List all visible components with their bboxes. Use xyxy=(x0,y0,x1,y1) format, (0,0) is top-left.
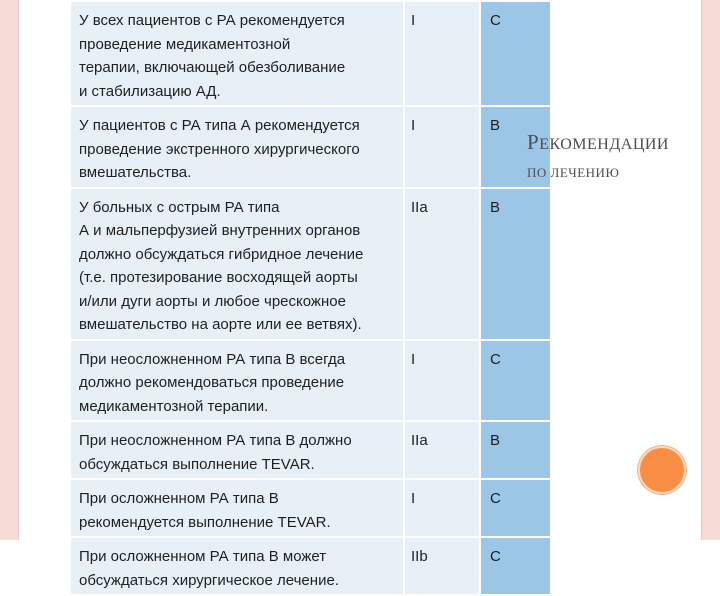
recommendation-line: рекомендуется выполнение TEVAR. xyxy=(79,513,331,531)
recommendation-class: IIa xyxy=(404,188,480,340)
evidence-level: C xyxy=(480,340,551,422)
table-row xyxy=(70,537,551,595)
table-row xyxy=(70,479,551,537)
title-line-1-rest: ЕКОМЕНДАЦИИ xyxy=(539,136,669,153)
slide-frame xyxy=(18,0,702,589)
recommendation-class: I xyxy=(404,1,480,106)
recommendation-line: терапии, включающей обезболивание xyxy=(79,59,346,76)
recommendation-line: У всех пациентов с РА рекомендуется xyxy=(79,12,345,29)
evidence-level: C xyxy=(480,537,551,595)
recommendation-line: У пациентов с РА типа А рекомендуется xyxy=(79,117,360,134)
title-line-2: ПО ЛЕЧЕНИЮ xyxy=(527,165,620,180)
recommendation-line: У больных с острым РА типа xyxy=(79,198,280,216)
table-row xyxy=(70,340,551,422)
recommendation-line: При неосложненном РА типа В должно xyxy=(79,432,352,449)
title-line-1 xyxy=(527,128,697,159)
table-row xyxy=(70,188,551,340)
recommendation-text xyxy=(70,188,404,340)
recommendation-text xyxy=(70,479,404,537)
recommendation-class: IIa xyxy=(404,421,480,479)
right-decor-band xyxy=(702,0,720,540)
table-row xyxy=(70,1,551,106)
recommendation-text xyxy=(70,1,404,106)
recommendation-line: обсуждаться выполнение TEVAR. xyxy=(79,455,315,473)
title-initial: Р xyxy=(527,130,540,154)
recommendation-text xyxy=(70,537,404,595)
recommendation-class: I xyxy=(404,479,480,537)
recommendation-line: А и мальперфузией внутренних органов xyxy=(79,222,361,239)
evidence-level: B xyxy=(480,106,551,188)
recommendations-table-body xyxy=(70,1,551,595)
recommendation-text xyxy=(70,106,404,188)
recommendation-line: вмешательства. xyxy=(79,164,192,181)
recommendation-line: (т.е. протезирование восходящей аорты xyxy=(79,269,358,286)
recommendation-line: должно обсуждаться гибридное лечение xyxy=(79,245,364,263)
recommendation-line: и/или дуги аорты и любое чрескожное xyxy=(79,292,346,310)
recommendation-line: проведение медикаментозной xyxy=(79,35,291,53)
slide-title xyxy=(527,128,697,187)
recommendation-line: проведение экстренного хирургического xyxy=(79,140,360,158)
recommendation-text xyxy=(70,340,404,422)
evidence-level: B xyxy=(480,188,551,340)
evidence-level: C xyxy=(480,1,551,106)
evidence-level: B xyxy=(480,421,551,479)
recommendation-class: IIb xyxy=(404,537,480,595)
recommendation-class: I xyxy=(404,340,480,422)
recommendations-table xyxy=(69,0,552,596)
table-row xyxy=(70,421,551,479)
recommendation-line: медикаментозной терапии. xyxy=(79,397,269,415)
decorative-circle xyxy=(640,448,684,492)
left-decor-band xyxy=(0,0,18,540)
table-row xyxy=(70,106,551,188)
recommendation-class: I xyxy=(404,106,480,188)
evidence-level: C xyxy=(480,479,551,537)
recommendation-line: обсуждаться хирургическое лечение. xyxy=(79,571,339,589)
recommendation-line: и стабилизацию АД. xyxy=(79,82,221,100)
recommendation-line: вмешательство на аорте или ее ветвях). xyxy=(79,316,362,333)
recommendation-text xyxy=(70,421,404,479)
recommendation-line: При осложненном РА типа В xyxy=(79,490,279,507)
recommendation-line: При осложненном РА типа В может xyxy=(79,548,327,565)
recommendation-line: При неосложненном РА типа В всегда xyxy=(79,350,346,368)
recommendation-line: должно рекомендоваться проведение xyxy=(79,374,345,391)
